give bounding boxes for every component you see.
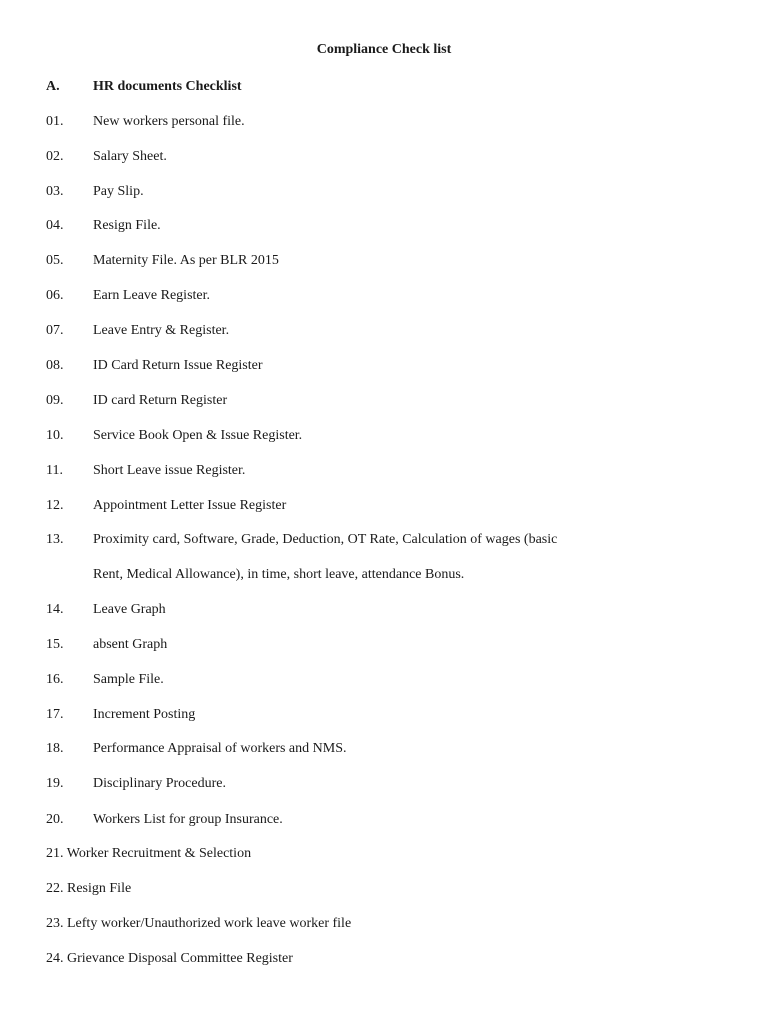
item-number: 03. bbox=[46, 184, 64, 199]
list-item-inline: 24. Grievance Disposal Committee Register bbox=[46, 951, 293, 966]
item-text: Disciplinary Procedure. bbox=[93, 776, 226, 791]
item-number: 02. bbox=[46, 149, 64, 164]
item-text: Leave Entry & Register. bbox=[93, 323, 230, 338]
item-text: ID Card Return Issue Register bbox=[93, 358, 263, 373]
section-heading-text: HR documents Checklist bbox=[93, 79, 242, 94]
item-number: 08. bbox=[46, 358, 64, 373]
section-letter: A. bbox=[46, 79, 60, 94]
item-number: 18. bbox=[46, 741, 64, 756]
item-number: 13. bbox=[46, 532, 64, 547]
item-number: 17. bbox=[46, 707, 64, 722]
item-text: Appointment Letter Issue Register bbox=[93, 498, 287, 513]
item-text: Leave Graph bbox=[93, 602, 166, 617]
item-text: Salary Sheet. bbox=[93, 149, 167, 164]
item-number: 19. bbox=[46, 776, 64, 791]
item-text: absent Graph bbox=[93, 637, 168, 652]
item-text: Pay Slip. bbox=[93, 184, 144, 199]
item-number: 11. bbox=[46, 463, 63, 478]
item-number: 05. bbox=[46, 253, 64, 268]
document-title: Compliance Check list bbox=[316, 42, 452, 57]
item-number: 16. bbox=[46, 672, 64, 687]
item-number: 01. bbox=[46, 114, 64, 129]
item-text: Workers List for group Insurance. bbox=[93, 812, 283, 827]
item-number: 07. bbox=[46, 323, 64, 338]
item-text: Proximity card, Software, Grade, Deduction, OT Rate, Calculation of wages (basic bbox=[93, 532, 558, 547]
item-text: Short Leave issue Register. bbox=[93, 463, 246, 478]
item-text: Performance Appraisal of workers and NMS. bbox=[93, 741, 347, 756]
item-number: 20. bbox=[46, 812, 64, 827]
item-text-continuation: Rent, Medical Allowance), in time, short leave, attendance Bonus. bbox=[93, 567, 465, 582]
item-text: ID card Return Register bbox=[93, 393, 228, 408]
item-text: Service Book Open & Issue Register. bbox=[93, 428, 303, 443]
item-text: Resign File. bbox=[93, 218, 161, 233]
list-item-inline: 22. Resign File bbox=[46, 881, 132, 896]
item-number: 09. bbox=[46, 393, 64, 408]
item-number: 06. bbox=[46, 288, 64, 303]
item-text: Increment Posting bbox=[93, 707, 196, 722]
item-text: New workers personal file. bbox=[93, 114, 245, 129]
item-number: 14. bbox=[46, 602, 64, 617]
list-item-inline: 23. Lefty worker/Unauthorized work leave worker file bbox=[46, 916, 352, 931]
item-text: Maternity File. As per BLR 2015 bbox=[93, 253, 279, 268]
item-number: 04. bbox=[46, 218, 64, 233]
item-text: Earn Leave Register. bbox=[93, 288, 211, 303]
item-number: 12. bbox=[46, 498, 64, 513]
list-item-inline: 21. Worker Recruitment & Selection bbox=[46, 846, 252, 861]
item-number: 10. bbox=[46, 428, 64, 443]
item-number: 15. bbox=[46, 637, 64, 652]
item-text: Sample File. bbox=[93, 672, 164, 687]
